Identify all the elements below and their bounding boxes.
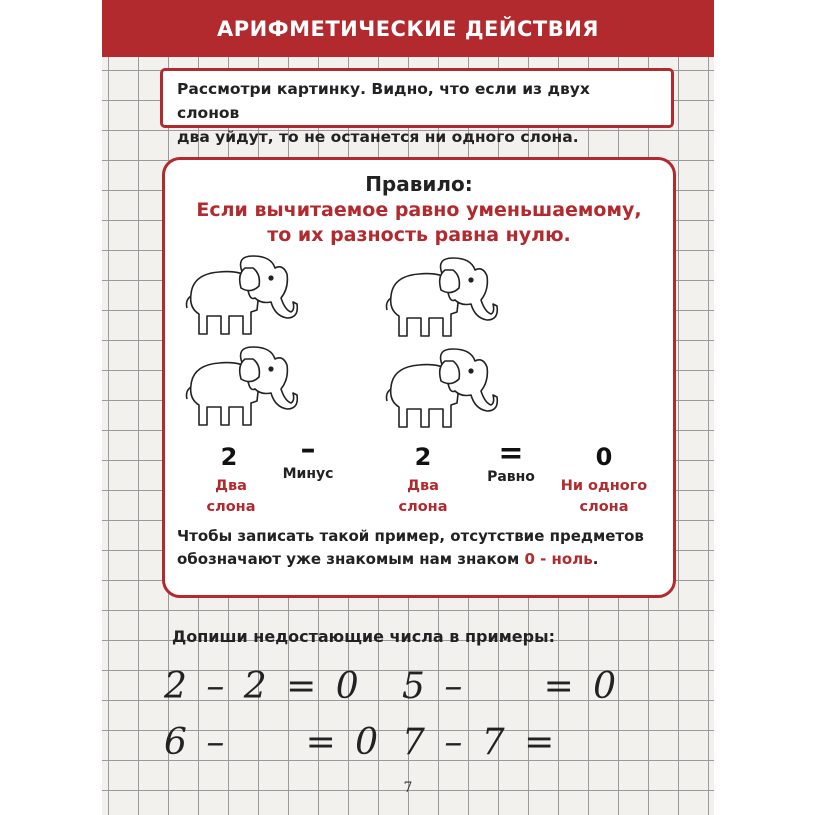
minus-sign: – [300, 432, 316, 467]
minuend-number: 2 [220, 443, 238, 471]
subtrahend-number: 2 [414, 443, 432, 471]
label-no-elephants: Ни одного слона [560, 478, 648, 515]
exercise-3: 6 – = 0 [164, 722, 383, 763]
page-header [102, 0, 714, 57]
rule-statement [165, 198, 673, 248]
equals-word: Равно [487, 469, 535, 485]
rule-note: Чтобы записать такой пример, отсутствие предметов обозначают уже знакомым нам знаком 0 - ноль. [177, 527, 644, 568]
elephant-illustration [379, 347, 499, 437]
minus-word: Минус [282, 466, 334, 482]
intro-box [160, 68, 674, 146]
rule-title: Правило: [365, 172, 473, 196]
rule-line-1: Если вычитаемое равно уменьшаемому, [196, 199, 642, 221]
result-number: 0 [595, 443, 613, 471]
workbook-page [102, 0, 714, 815]
exercise-4: 7 – 7 = [402, 722, 559, 763]
equals-sign: = [498, 436, 524, 471]
elephant-illustration [179, 254, 299, 344]
elephant-illustration [179, 345, 299, 435]
exercise-2: 5 – = 0 [402, 666, 621, 707]
page-title: АРИФМЕТИЧЕСКИЕ ДЕЙСТВИЯ [217, 16, 599, 41]
label-two-elephants-left: Два слона [206, 478, 256, 515]
elephant-illustration [379, 256, 499, 346]
zero-highlight: 0 - ноль [524, 550, 593, 568]
intro-line-1: Рассмотри картинку. Видно, что если из двух слонов [177, 80, 590, 122]
exercise-1: 2 – 2 = 0 [164, 666, 363, 707]
label-two-elephants-middle: Два слона [398, 478, 448, 515]
task-instruction: Допиши недостающие числа в примеры: [172, 627, 555, 646]
rule-box [162, 157, 676, 598]
intro-line-2: два уйдут, то не останется ни одного слона. [177, 128, 579, 146]
rule-line-2: то их разность равна нулю. [267, 224, 571, 246]
page-number: 7 [403, 780, 413, 796]
